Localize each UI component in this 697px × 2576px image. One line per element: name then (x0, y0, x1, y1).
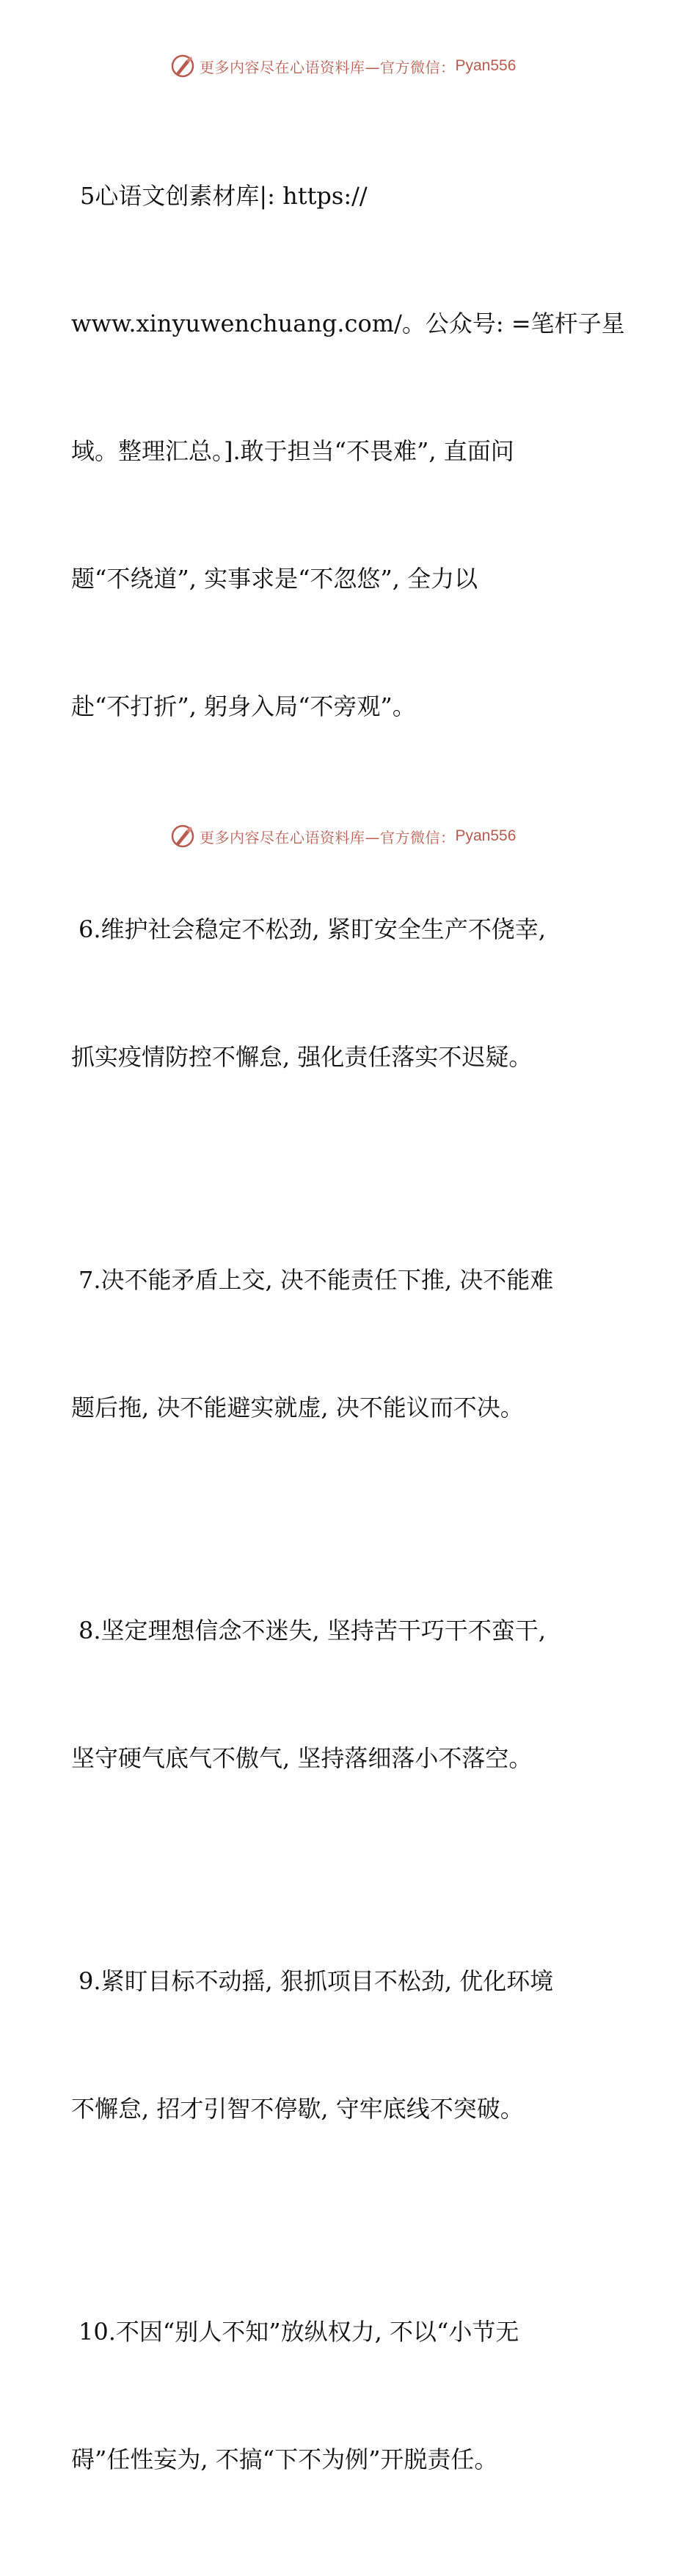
header-banner-text: 更多内容尽在心语资料库—官方微信： (200, 58, 456, 76)
quill-pen-logo-icon (170, 824, 195, 849)
text-line: 6.维护社会稳定不松劲, 紧盯安全生产不侥幸, (79, 915, 547, 943)
quill-pen-logo-icon (170, 54, 195, 78)
text-line: www.xinyuwenchuang.com/。公众号: =笔杆子星 (71, 310, 625, 337)
text-line: 题“不绕道”, 实事求是“不忽悠”, 全力以 (71, 565, 478, 593)
text-line: 7.决不能矛盾上交, 决不能责任下推, 决不能难 (79, 1266, 554, 1294)
header-wechat-id: Pyan556 (455, 57, 517, 74)
paragraph-5 (71, 89, 625, 813)
text-line: 8.坚定理想信念不迷失, 坚持苦干巧干不蛮干, (79, 1617, 547, 1644)
text-line: 抓实疫情防控不懈怠, 强化责任落实不迟疑。 (71, 1043, 533, 1071)
text-line: 10.不因“别人不知”放纵权力, 不以“小节无 (79, 2318, 519, 2346)
text-line: 域。整理汇总。].敢于担当“不畏难”, 直面问 (71, 437, 514, 465)
footer-wechat-id: Pyan556 (455, 827, 517, 844)
text-line: 题后拖, 决不能避实就虚, 决不能议而不决。 (71, 1394, 524, 1421)
text-line: 坚守硬气底气不傲气, 坚持落细落小不落空。 (71, 1744, 533, 1772)
paragraph-8 (71, 1524, 614, 1865)
footer-banner (170, 822, 516, 851)
document-body (71, 89, 625, 2576)
paragraph-7 (71, 1174, 614, 1514)
header-banner (170, 51, 516, 81)
text-line: 5心语文创素材库|: https:// (80, 182, 368, 210)
footer-banner-text: 更多内容尽在心语资料库—官方微信： (200, 828, 456, 846)
paragraph-10 (71, 2225, 614, 2566)
text-line: 赴“不打折”, 躬身入局“不旁观”。 (71, 692, 416, 720)
text-line: 不懈怠, 招才引智不停歇, 守牢底线不突破。 (71, 2095, 524, 2123)
text-line: 碍”任性妄为, 不搞“下不为例”开脱责任。 (71, 2445, 498, 2473)
paragraph-6 (71, 823, 614, 1163)
paragraph-9 (71, 1875, 614, 2215)
text-line: 9.紧盯目标不动摇, 狠抓项目不松劲, 优化环境 (79, 1967, 554, 1995)
